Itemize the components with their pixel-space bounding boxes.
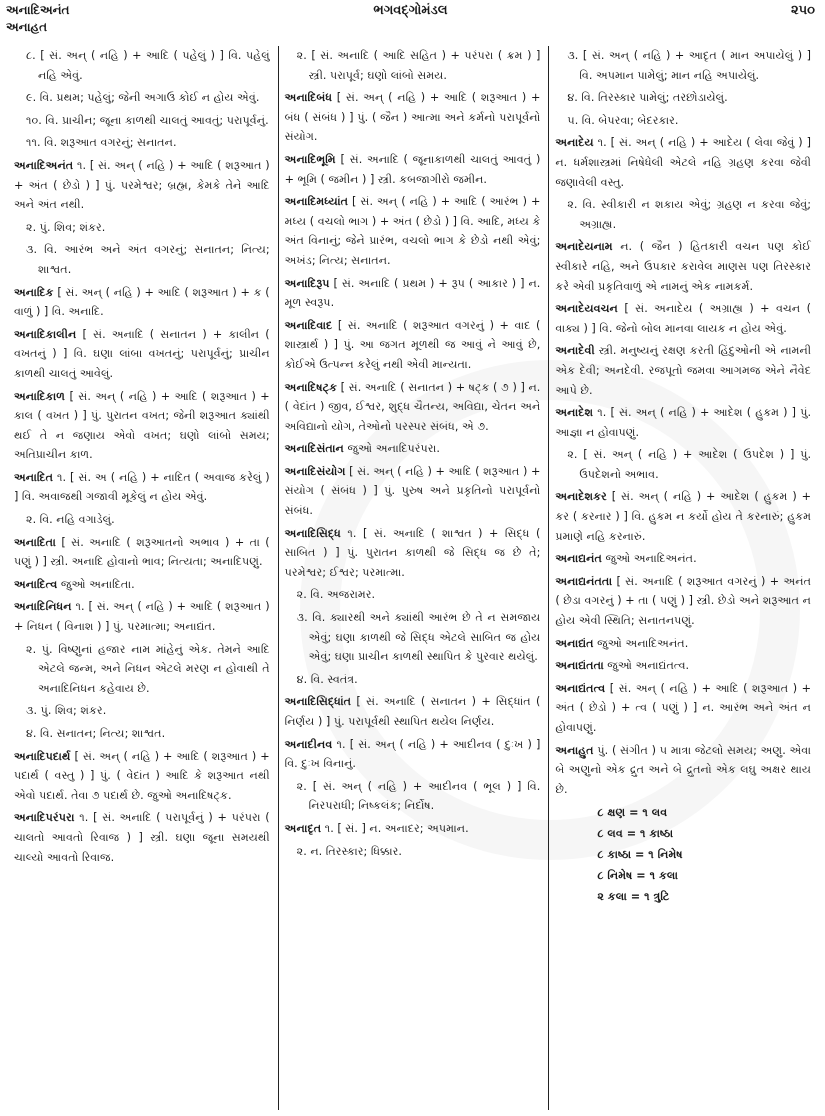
- headword: અનાદિભૂમિ: [284, 152, 336, 166]
- column-1: [8, 46, 278, 1110]
- sense-definition: ૨. વિ. અજરામર.: [296, 588, 376, 602]
- guide-word-first: અનાદિઅનંત: [6, 3, 70, 17]
- definition: ૧. [ સં. અન્ ( નહિ ) + આદીનવ ( દુઃખ ) ] વિ. દુઃખ વિનાનું.: [284, 737, 541, 771]
- headword: અનાદીનવ: [284, 737, 333, 751]
- dictionary-entry: [555, 341, 811, 400]
- headword: અનાદ્યંતત્વ: [555, 681, 606, 695]
- dictionary-entry: [555, 403, 811, 442]
- sense-definition: ૮. [ સં. અન્ ( નહિ ) + આદિ ( પહેલું ) ] વિ. પહેલું નહિ એવું.: [26, 49, 270, 82]
- dictionary-entry: [14, 468, 270, 507]
- definition: [ સં. અનાદિ ( સનાતન ) + ષટ્ક ( ૭ ) ] ન. ( વેદાંત ) જીવ, ઈશ્વર, શુદ્ધ ચૈતન્ય, અવિદ્યા, ચેતન અને અવિદ્યાનો યોગ, તેઓનો પરસ્પર સંબંધ, એ ૭.: [284, 380, 541, 433]
- dictionary-entry: [285, 378, 541, 437]
- headword: અનાદેય: [555, 136, 594, 150]
- time-unit-row: ૮ ક્ષણ = ૧ લવ: [597, 806, 668, 820]
- dictionary-entry: [14, 387, 270, 465]
- dictionary-entry: [285, 819, 541, 839]
- headword: અનાહુત: [555, 743, 594, 757]
- definition: ૧. [ સં. અનાદિ ( શાશ્વત ) + સિદ્ધ ( સાબિત ) ] પું. પુરાતન કાળથી જે સિદ્ધ જ છે તે; પરમેશ્વર; ઈશ્વર; પરમાત્મા.: [284, 526, 541, 579]
- headword: અનાદેયવચન: [555, 302, 618, 316]
- sense-definition: ૨. [ સં. અન્ ( નહિ ) + આદેશ ( ઉપદેશ ) ] પું. ઉપદેશનો અભાવ.: [567, 448, 812, 481]
- headword: અનાદેવી: [555, 344, 595, 358]
- headword: અનાદિસંયોગ: [284, 464, 346, 478]
- sense-definition: ૯. વિ. પ્રથમ; પહેલું; જેની અગાઉ કોઈ ન હોય એવું.: [26, 91, 260, 105]
- definition: [ સં. અન્ ( નહિ ) + આદિ ( શરૂઆત ) + પદાર્થ ( વસ્તુ ) ] પું. ( વેદાંત ) આદિ કે શરૂઆત નથી એવો પદાર્થ. તેવા ૭ પદાર્થ છે. જુઓ અનાદિષટ્ક.: [14, 749, 270, 802]
- definition: [ સં. અન્ ( નહિ ) + આદિ ( શરૂઆત ) + બંધ ( સંબંધ ) ] પું. ( જૈન ) આત્મા અને કર્મનો પરાપૂર્વનો સંયોગ.: [284, 91, 541, 144]
- guide-word-last: અનાહત: [6, 20, 48, 34]
- sense-definition: ૨. [ સં. અન્ ( નહિ ) + આદીનવ ( ભૂલ ) ] વિ. નિરપરાધી; નિષ્કલંક; નિર્દોષ.: [296, 779, 541, 813]
- headword: અનાદિષટ્ક: [284, 380, 337, 394]
- headword: અનાદિપદાર્થ: [14, 749, 71, 763]
- dictionary-entry: [555, 549, 811, 569]
- headword: અનાદૃત: [284, 821, 322, 835]
- sense-definition: ૩. પું. શિવ; શંકર.: [26, 704, 107, 718]
- headword: અનાદિનિધન: [14, 600, 72, 614]
- book-title: ભગવદ્ગોમંડલ: [373, 3, 448, 18]
- dictionary-entry: [555, 133, 811, 192]
- dictionary-entry: [285, 274, 541, 313]
- time-unit-row: ૨ કલા = ૧ ત્રુટિ: [597, 890, 670, 904]
- dictionary-entry: [555, 237, 811, 296]
- dictionary-entry: [555, 656, 811, 676]
- definition: જુઓ અનાદ્યંતત્વ.: [607, 659, 690, 673]
- dictionary-entry: [14, 325, 270, 384]
- headword: અનાદેયનામ: [555, 240, 613, 254]
- dictionary-entry: [285, 439, 541, 459]
- definition: ૧. [ સં. અન્ ( નહિ ) + આદેશ ( હુકમ ) ] પું. આજ્ઞા ન હોવાપણું.: [555, 406, 812, 439]
- headword: અનાદિબંધ: [284, 91, 333, 105]
- time-unit-row: ૮ લવ = ૧ કાષ્ઠા: [597, 827, 674, 841]
- page-number: ૨૫૦: [791, 3, 815, 18]
- definition: [ સં. અનાદિ ( સનાતન ) + કાલીન ( વખતનું ) ] વિ. ઘણા લાંબા વખતનું; પરાપૂર્વનું; પ્રાચીન કાળથી ચાલતું આવેલું.: [14, 327, 270, 380]
- sense-definition: ૩. વિ. આરંભ અને અંત વગરનું; સનાતન; નિત્ય; શાશ્વત.: [26, 243, 270, 276]
- definition: ૧. [ સં. ] ન. અનાદર; અપમાન.: [324, 821, 469, 835]
- headword: અનાદિસિદ્ધાંત: [284, 695, 352, 709]
- headword: અનાદિક: [14, 285, 54, 299]
- dictionary-entry: [555, 679, 811, 738]
- dictionary-entry: [285, 462, 541, 521]
- dictionary-entry: [555, 741, 811, 800]
- dictionary-entry: [555, 487, 811, 546]
- column-2: [278, 46, 549, 1110]
- dictionary-entry: [555, 634, 811, 654]
- definition: ન. ( જૈન ) હિતકારી વચન પણ કોઈ સ્વીકારે નહિ, અને ઉપકાર કરાવેલ માણસ પણ તિરસ્કાર કરે એવી પ્રકૃતિવાળું એ નામનું એક નામકર્મ.: [555, 240, 812, 293]
- dictionary-entry: [555, 299, 811, 338]
- definition: [ સં. અનાદિ ( શરૂઆતનો અભાવ ) + તા ( પણું ) ] સ્ત્રી. અનાદિ હોવાનો ભાવ; નિત્યતા; અનાદિપણું.: [14, 535, 270, 569]
- headword: અનાદિઅનંત: [14, 158, 74, 172]
- definition: [ સં. અનાદિ ( સનાતન ) + સિદ્ધાંત ( નિર્ણય ) ] પું. પરાપૂર્વથી સ્થાપિત થયેલ નિર્ણય.: [284, 695, 541, 728]
- headword: અનાદિપરંપરા: [14, 811, 75, 825]
- definition: [ સં. અન્ ( નહિ ) + આદિ ( શરૂઆત ) + સંયોગ ( સંબંધ ) ] પું. પુરુષ અને પ્રકૃતિનો પરાપૂર્વનો સંબંધ.: [284, 464, 541, 518]
- headword: અનાદિવાદ: [284, 318, 333, 332]
- definition: [ સં. અન્ ( નહિ ) + આદિ ( શરૂઆત ) + અંત ( છેડો ) + ત્વ ( પણું ) ] ન. આરંભ અને અંત ન હોવાપણું.: [555, 681, 812, 734]
- definition: જુઓ અનાદિતા.: [60, 577, 135, 591]
- headword: અનાદેશકર: [555, 490, 607, 504]
- definition: જુઓ અનાદિપરંપરા.: [347, 442, 440, 456]
- dictionary-entry: [285, 88, 541, 147]
- dictionary-entry: [555, 572, 811, 631]
- time-unit-row: ૮ કાષ્ઠા = ૧ નિમેષ: [597, 848, 683, 862]
- headword: અનાદિરૂપ: [284, 276, 330, 290]
- definition: [ સં. અન્ ( નહિ ) + આદિ ( શરૂઆત ) + ક ( વાળું ) ] વિ. અનાદિ.: [14, 285, 270, 319]
- headword: અનાદિસંતાન: [284, 442, 344, 456]
- dictionary-entry: [285, 150, 541, 189]
- definition: સ્ત્રી. મનુષ્યનું રક્ષણ કરતી હિંદુઓની એ નામની એક દેવી; અનદેવી. રજપૂતો જમવા આગમજ એને નૈવેદ આપે છે.: [555, 344, 812, 397]
- headword: અનાદ્યંતતા: [555, 659, 604, 673]
- definition: ૧. [ સં. અ ( નહિ ) + નાદિત ( અવાજ કરેલું ) ] વિ. અવાજથી ગજાવી મૂકેલું ન હોય એવું.: [14, 470, 270, 504]
- sense-definition: ૨. [ સં. અનાદિ ( આદિ સહિત ) + પરંપરા ( ક્રમ ) ] સ્ત્રી. પરાપૂર્વ; ઘણો લાંબો સમય.: [296, 49, 541, 82]
- headword: અનાદિતા: [14, 535, 56, 549]
- dictionary-entry: [285, 524, 541, 583]
- sense-definition: ૪. વિ. સનાતન; નિત્ય; શાશ્વત.: [26, 727, 166, 740]
- definition: ૧. [ સં. અન્ ( નહિ ) + આદિ ( શરૂઆત ) + નિધન ( વિનાશ ) ] પું. પરમાત્મા; અનાદ્યંત.: [14, 600, 270, 634]
- sense-definition: ૧૦. વિ. પ્રાચીન; જૂના કાળથી ચાલતું આવતું; પરાપૂર્વનું.: [26, 113, 269, 127]
- sense-definition: ૫. વિ. બેપરવા; બેદરકાર.: [567, 113, 679, 127]
- time-unit-row: ૮ નિમેષ = ૧ કલા: [597, 869, 679, 883]
- dictionary-entry: [285, 735, 541, 774]
- definition: [ સં. અન્ ( નહિ ) + આદિ ( આરંભ ) + મધ્ય ( વચલો ભાગ ) + અંત ( છેડો ) ] વિ. આદિ, મધ્ય કે અંત વિનાનું; જેને પ્રારંભ, વચલો ભાગ કે છેડો નથી એવું; અખંડ; નિત્ય; સનાતન.: [284, 195, 541, 267]
- definition: જુઓ અનાદિઅનંત.: [605, 552, 697, 566]
- dictionary-entry: [285, 316, 541, 375]
- headword: અનાદિત્વ: [14, 577, 58, 591]
- definition: ૧. [ સં. અનાદિ ( પરાપૂર્વનું ) + પરંપરા ( ચાલતો આવતો રિવાજ ) ] સ્ત્રી. ઘણા જૂના સમયથી ચાલ્યો આવતો રિવાજ.: [14, 811, 270, 864]
- sense-definition: ૪. વિ. તિરસ્કાર પામેલું; તરછોડાયેલું.: [567, 91, 728, 105]
- column-3: [548, 46, 819, 1110]
- definition: [ સં. અન્ ( નહિ ) + આદેશ ( હુકમ ) + કર ( કરનાર ) ] વિ. હુકમ ન કર્યો હોય તે કરનારું; હુકમ પ્રમાણે નહિ કરનારું.: [555, 490, 812, 543]
- headword: અનાદિત: [14, 470, 54, 484]
- sense-definition: ૨. વિ. સ્વીકારી ન શકાય એવું; ગ્રહણ ન કરવા જેવું; અગ્રાહ્ય.: [567, 198, 812, 231]
- sense-definition: ૧૧. વિ. શરૂઆત વગરનું; સનાતન.: [26, 136, 177, 150]
- headword: અનાદિમધ્યાંત: [284, 195, 348, 209]
- definition: પું. ( સંગીત ) ૫ માત્રા જેટલો સમય; અણુ. એવા બે અણુનો એક દ્રુત અને બે દ્રુતનો એક લઘુ અક્ષર થાય છે.: [555, 743, 812, 796]
- definition: ૧. [ સં. અન્ ( નહિ ) + આદિ ( શરૂઆત ) + અંત ( છેડો ) ] પું. પરમેશ્વર; બ્રહ્મ, કેમકે તેને આદિ અને અંત નથી.: [14, 158, 270, 212]
- definition: [ સં. અનાદિ ( પ્રથમ ) + રૂપ ( આકાર ) ] ન. મૂળ સ્વરૂપ.: [284, 276, 541, 310]
- headword: અનાદિકાલીન: [14, 327, 77, 341]
- sense-definition: ૩. [ સં. અન્ ( નહિ ) + આદૃત ( માન અપાયેલું ) ] વિ. અપમાન પામેલું; માન નહિ અપાયેલું.: [567, 49, 812, 82]
- definition: [ સં. અનાદિ ( જૂનાકાળથી ચાલતું આવતું ) + ભૂમિ ( જમીન ) ] સ્ત્રી. કબજાગીરો જમીન.: [284, 152, 541, 186]
- column-container: [8, 46, 819, 1110]
- dictionary-entry: [14, 575, 270, 595]
- dictionary-entry: [14, 747, 270, 806]
- headword: અનાદિસિદ્ધ: [284, 526, 341, 540]
- definition: જુઓ અનાદિઅનંત.: [597, 636, 689, 650]
- sense-definition: ૨. ન. તિરસ્કાર; ધિક્કાર.: [296, 844, 402, 858]
- dictionary-entry: [14, 808, 270, 867]
- definition: [ સં. અનાદિ ( શરૂઆત વગરનું ) + વાદ ( શાસ્ત્રાર્થ ) ] પું. આ જગત મૂળથી જ આવું ને આવું છે, કોઈએ ઉત્પન્ન કરેલું નથી એવી માન્યતા.: [284, 318, 541, 371]
- sense-definition: ૪. વિ. સ્વતંત્ર.: [296, 672, 358, 686]
- page-header: [6, 2, 815, 46]
- dictionary-entry: [285, 692, 541, 731]
- sense-definition: ૨. પું. વિષ્ણુનાં હજાર નામ માંહેનું એક. તેમને આદિ એટલે જન્મ, અને નિધન એટલે મરણ ન હોવાથી તે અનાદિનિધન કહેવાય છે.: [26, 642, 270, 695]
- sense-definition: ૨. પું. શિવ; શંકર.: [26, 220, 106, 234]
- headword: અનાદ્યંત: [555, 636, 594, 650]
- dictionary-entry: [14, 533, 270, 572]
- sense-definition: ૩. વિ. ક્યારથી અને ક્યાંથી આરંભ છે તે ન સમજાય એવું; ઘણા કાળથી જે સિદ્ધ એટલે સાબિત જ હોય એવું; ઘણા પ્રાચીન કાળથી સ્થાપિત કે પુરવાર થયેલું.: [296, 611, 541, 664]
- definition: ૧. [ સં. અન્ ( નહિ ) + આદેય ( લેવા જેવું ) ] ન. ધર્મશાસ્ત્રમાં નિષેધેલી એટલે નહિ ગ્રહણ કરવા જેવી જણાવેલી વસ્તુ.: [555, 136, 812, 189]
- dictionary-entry: [14, 283, 270, 322]
- headword: અનાદ્યનંતતા: [555, 574, 613, 588]
- definition: [ સં. અનાદિ ( શરૂઆત વગરનું ) + અનંત ( છેડા વગરનું ) + તા ( પણું ) ] સ્ત્રી. છેડો અને શરૂઆત ન હોય એવી સ્થિતિ; સનાતનપણું.: [555, 574, 812, 628]
- dictionary-entry: [14, 156, 270, 215]
- headword: અનાદિકાળ: [14, 389, 66, 403]
- headword: અનાદેશ: [555, 406, 594, 420]
- headword: અનાદ્યનંત: [555, 552, 602, 566]
- dictionary-entry: [14, 597, 270, 636]
- sense-definition: ૨. વિ. નહિ વગાડેલું.: [26, 513, 115, 527]
- definition: [ સં. અન્ ( નહિ ) + આદિ ( શરૂઆત ) + કાલ ( વખત ) ] પું. પુરાતન વખત; જેની શરૂઆત ક્યાંથી થઈ તે ન જણાય એવો વખત; ઘણો લાંબો સમય; અતિપ્રાચીન કાળ.: [14, 389, 270, 462]
- definition: [ સં. અનાદેય ( અગ્રાહ્ય ) + વચન ( વાક્ય ) ] વિ. જેનો બોલ માનવા લાયક ન હોય એવું.: [555, 302, 812, 335]
- dictionary-entry: [285, 192, 541, 270]
